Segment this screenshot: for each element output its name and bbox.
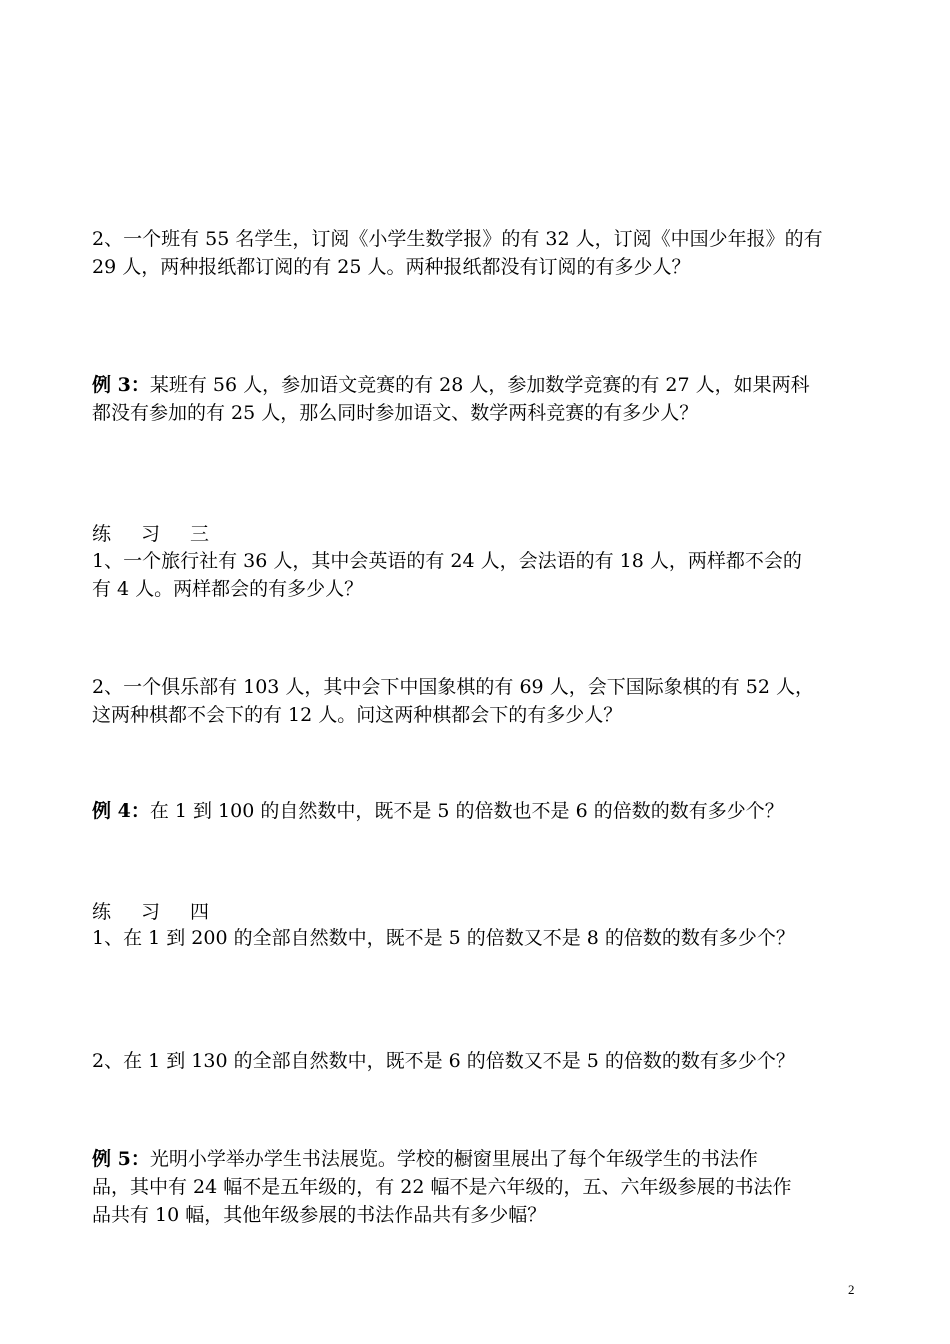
example-3-label: 例 3： [92,374,150,396]
practice-4-heading-char-3: 四 [190,901,210,923]
practice-4-heading-char-1: 练 [92,901,112,923]
example-4-line [92,797,872,825]
practice-3-q1-line-2: 有 4 人。两样都会的有多少人？ [92,578,364,600]
practice-3-q2-line-1: 2、一个俱乐部有 103 人，其中会下中国象棋的有 69 人，会下国际象棋的有 52 人， [92,676,814,698]
practice-4-question-2 [92,1047,872,1075]
example-4-text: 在 1 到 100 的自然数中，既不是 5 的倍数也不是 6 的倍数的数有多少个？ [149,800,784,822]
problem-2-line-2: 29 人，两种报纸都订阅的有 25 人。两种报纸都没有订阅的有多少人？ [92,256,691,278]
practice-3-question-1 [92,547,872,603]
example-5 [92,1145,872,1229]
problem-2-line-1: 2、一个班有 55 名学生，订阅《小学生数学报》的有 32 人，订阅《中国少年报》的有 [92,228,823,250]
practice-4-heading-char-2: 习 [141,901,161,923]
practice-4-q2: 2、在 1 到 130 的全部自然数中，既不是 6 的倍数又不是 5 的倍数的数有多少个？ [92,1050,795,1072]
practice-3-question-2 [92,673,872,729]
example-3-line-2: 都没有参加的有 25 人，那么同时参加语文、数学两科竞赛的有多少人？ [92,402,699,424]
example-3-text-1: 某班有 56 人，参加语文竞赛的有 28 人，参加数学竞赛的有 27 人，如果两科 [149,374,810,396]
example-3 [92,371,872,427]
practice-4-question-1 [92,924,872,952]
practice-3-heading [92,520,239,548]
example-3-line-1 [92,371,872,399]
example-5-text-1: 光明小学举办学生书法展览。学校的橱窗里展出了每个年级学生的书法作 [149,1148,758,1170]
problem-2 [92,225,872,281]
example-4-label: 例 4： [92,800,150,822]
example-5-label: 例 5： [92,1148,150,1170]
page-number: 2 [848,1282,855,1297]
example-5-line-1 [92,1145,872,1173]
practice-3-heading-char-1: 练 [92,523,112,545]
practice-4-q1: 1、在 1 到 200 的全部自然数中，既不是 5 的倍数又不是 8 的倍数的数有多少个？ [92,927,795,949]
example-5-line-3: 品共有 10 幅，其他年级参展的书法作品共有多少幅？ [92,1204,547,1226]
practice-3-q1-line-1: 1、一个旅行社有 36 人，其中会英语的有 24 人，会法语的有 18 人，两样都不会的 [92,550,802,572]
practice-3-q2-line-2: 这两种棋都不会下的有 12 人。问这两种棋都会下的有多少人？ [92,704,623,726]
practice-3-heading-char-3: 三 [190,523,210,545]
example-5-line-2: 品，其中有 24 幅不是五年级的，有 22 幅不是六年级的，五、六年级参展的书法作 [92,1176,792,1198]
practice-4-heading [92,898,239,926]
practice-3-heading-char-2: 习 [141,523,161,545]
example-4 [92,797,872,825]
